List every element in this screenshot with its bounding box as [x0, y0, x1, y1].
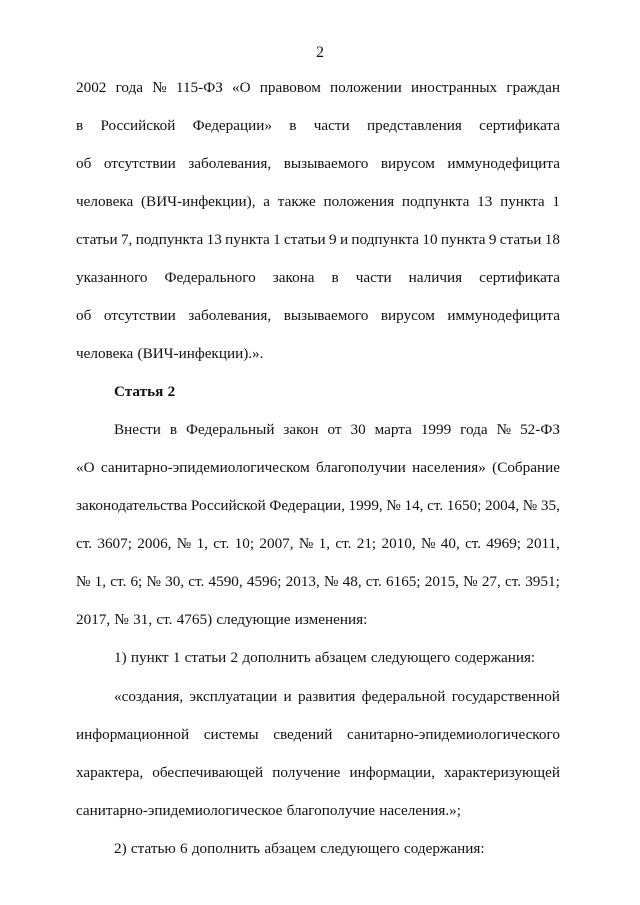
- text-line: информационной системы сведений санитарно-эпидемиологического: [76, 726, 560, 743]
- text-line: об отсутствии заболевания, вызываемого вирусом иммунодефицита: [76, 155, 560, 172]
- text-line: Внести в Федеральный закон от 30 марта 1999 года № 52-ФЗ: [114, 421, 560, 438]
- text-line: законодательства Российской Федерации, 1999, № 14, ст. 1650; 2004, № 35,: [76, 497, 560, 514]
- text-line: № 1, ст. 6; № 30, ст. 4590, 4596; 2013, № 48, ст. 6165; 2015, № 27, ст. 3951;: [76, 573, 560, 590]
- text-line: 1) пункт 1 статьи 2 дополнить абзацем следующего содержания:: [114, 649, 536, 666]
- text-line: характера, обеспечивающей получение информации, характеризующей: [76, 764, 560, 781]
- text-line: «О санитарно-эпидемиологическом благополучии населения» (Собрание: [76, 459, 560, 476]
- text-line: 2017, № 31, ст. 4765) следующие изменения:: [76, 611, 368, 628]
- article-heading: Статья 2: [114, 383, 176, 400]
- text-line: об отсутствии заболевания, вызываемого вирусом иммунодефицита: [76, 307, 560, 324]
- text-line: ст. 3607; 2006, № 1, ст. 10; 2007, № 1, ст. 21; 2010, № 40, ст. 4969; 2011,: [76, 535, 560, 552]
- text-line: санитарно-эпидемиологическое благополучие населения.»;: [76, 802, 461, 819]
- text-line: человека (ВИЧ-инфекции).».: [76, 345, 264, 362]
- text-line: «создания, эксплуатации и развития федеральной государственной: [114, 688, 560, 705]
- text-line: в Российской Федерации» в части представления сертификата: [76, 117, 560, 134]
- text-line: человека (ВИЧ-инфекции), а также положения подпункта 13 пункта 1: [76, 193, 560, 210]
- text-line: 2002 года № 115-ФЗ «О правовом положении иностранных граждан: [76, 79, 560, 96]
- text-line: указанного Федерального закона в части наличия сертификата: [76, 269, 560, 286]
- text-line: статьи 7, подпункта 13 пункта 1 статьи 9 и подпункта 10 пункта 9 статьи 18: [76, 231, 560, 248]
- page-number: 2: [316, 44, 324, 61]
- text-line: 2) статью 6 дополнить абзацем следующего содержания:: [114, 840, 485, 857]
